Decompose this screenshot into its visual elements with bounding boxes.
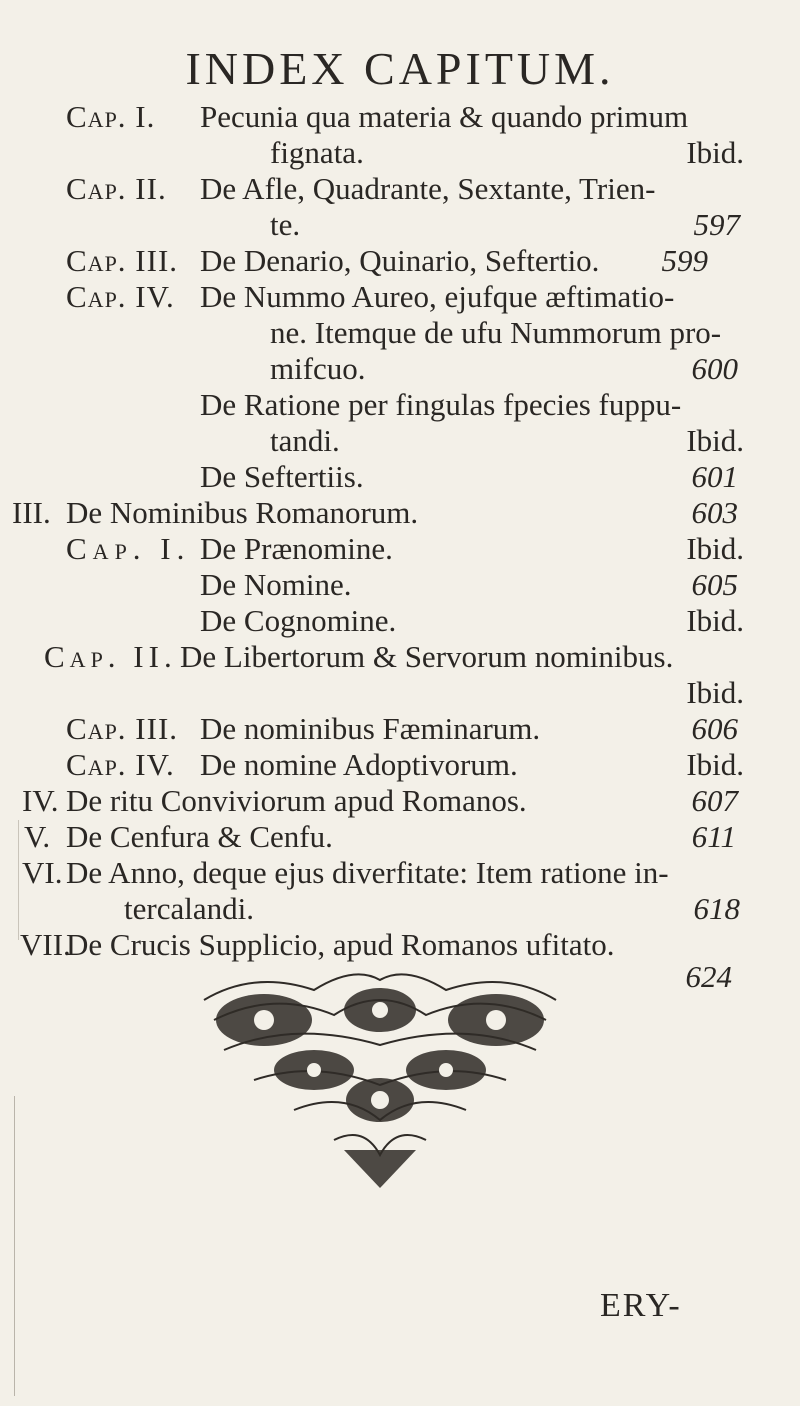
entry-text: De Prænomine.	[200, 531, 393, 566]
entry-line	[66, 495, 738, 531]
entry-line	[200, 567, 738, 603]
entry-text: De Seftertiis.	[200, 459, 364, 494]
entry-line	[66, 783, 738, 819]
entry-text: De Nominibus Romanorum.	[66, 495, 419, 530]
entry-text: De ritu Conviviorum apud Romanos.	[66, 783, 527, 818]
entry-text: De Nomine.	[200, 567, 352, 602]
entry-prefix: IV.	[22, 783, 59, 818]
entry-prefix: Cap. II.	[66, 171, 167, 206]
entry-page: 624	[685, 959, 732, 994]
entry-prefix: Cap. I.	[66, 99, 156, 134]
entry-line	[66, 819, 736, 855]
entry-prefix: V.	[24, 819, 51, 854]
entry-page: 611	[691, 819, 736, 854]
entry-line	[270, 423, 744, 459]
entry-page: 597	[693, 207, 740, 242]
entry-text: tercalandi.	[124, 891, 254, 926]
entry-text: ne. Itemque de ufu Nummorum pro-	[270, 315, 722, 350]
entry-line	[200, 603, 744, 639]
entry-prefix: VII.	[20, 927, 71, 962]
entry-page: Ibid.	[686, 423, 744, 458]
entry-page: Ibid.	[686, 675, 744, 710]
page-edge-line	[18, 820, 19, 940]
entry-line	[270, 207, 740, 243]
page-edge-line	[14, 1096, 15, 1396]
entry-text: De nominibus Fæminarum.	[200, 711, 541, 746]
entry-page: Ibid.	[686, 603, 744, 638]
entry-page: 600	[691, 351, 738, 386]
entry-page: Ibid.	[686, 747, 744, 782]
entry-text: De Afle, Quadrante, Sextante, Trien-	[200, 171, 656, 206]
entry-prefix: Cap. III.	[66, 711, 179, 746]
entry-line	[200, 747, 744, 783]
entry-prefix: Cap. IV.	[66, 747, 175, 782]
entry-line	[66, 99, 155, 135]
entry-text: De Cenfura & Cenfu.	[66, 819, 333, 854]
entry-prefix: VI.	[22, 855, 63, 890]
entry-text: mifcuo.	[270, 351, 366, 386]
tailpiece-ornament	[194, 960, 566, 1192]
entry-text: De Denario, Quinario, Seftertio.	[200, 243, 600, 278]
entry-text: tandi.	[270, 423, 340, 458]
entry-page: 603	[691, 495, 738, 530]
entry-text: te.	[270, 207, 301, 242]
entry-page: 599	[661, 243, 708, 278]
entry-text: De Ratione per fingulas fpecies fuppu-	[200, 387, 682, 422]
entry-prefix: Cap. I.	[66, 531, 191, 566]
entry-text: De Libertorum & Servorum nominibus.	[180, 639, 674, 674]
entry-line	[124, 891, 740, 927]
entry-text: Pecunia qua materia & quando primum	[200, 99, 689, 134]
entry-text: De Nummo Aureo, ejufque æftimatio-	[200, 279, 675, 314]
entry-page: 607	[691, 783, 738, 818]
entry-line	[200, 711, 738, 747]
entry-line	[200, 243, 708, 279]
entry-page: 606	[691, 711, 738, 746]
entry-page: 601	[691, 459, 738, 494]
entry-prefix: Cap. IV.	[66, 279, 175, 314]
entry-text: De nomine Adoptivorum.	[200, 747, 518, 782]
entry-text: De Cognomine.	[200, 603, 397, 638]
entry-page: Ibid.	[686, 531, 744, 566]
entry-text: De Anno, deque ejus diverfitate: Item ratione in-	[66, 855, 669, 890]
entry-line	[200, 459, 738, 495]
entry-prefix: Cap. II.	[44, 639, 177, 674]
entry-page: 618	[693, 891, 740, 926]
entry-page: 605	[691, 567, 738, 602]
entry-line	[200, 531, 744, 567]
entry-prefix: Cap. III.	[66, 243, 179, 278]
entry-line	[270, 351, 738, 387]
entry-page: Ibid.	[686, 135, 744, 170]
entry-prefix: III.	[12, 495, 51, 530]
entry-text: De Crucis Supplicio, apud Romanos ufitato.	[66, 927, 615, 962]
entry-text: fignata.	[270, 135, 364, 170]
page-title: INDEX CAPITUM.	[185, 43, 615, 94]
catchword: ERY-	[600, 1287, 682, 1324]
entry-line	[270, 135, 744, 171]
